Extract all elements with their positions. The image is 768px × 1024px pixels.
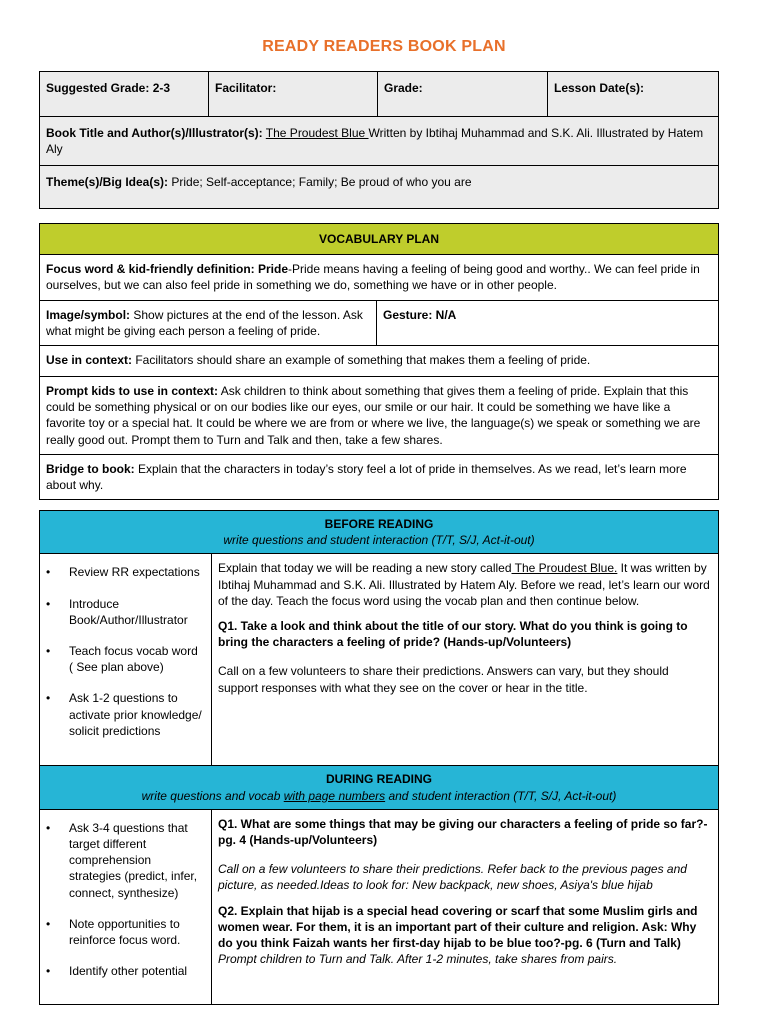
suggested-grade-cell: Suggested Grade: 2-3: [40, 72, 209, 117]
vocabulary-plan-table: [39, 223, 719, 500]
book-title: The Proudest Blue: [265, 126, 369, 140]
during-a1: Call on a few volunteers to share their predictions. Refer back to the previous pages and picture, as needed.Ideas to look for: New backpack, new shoes, Asiya's blue hijab: [218, 862, 687, 893]
facilitator-cell: Facilitator:: [209, 72, 378, 117]
before-intro-title: The Proudest Blue.: [511, 561, 618, 576]
during-a2: Prompt children to Turn and Talk. After 1-2 minutes, take shares from pairs.: [218, 952, 618, 967]
list-item: • Introduce Book/Author/Illustrator: [46, 596, 205, 628]
reading-plan-table: [39, 510, 719, 1005]
grade-cell: Grade:: [378, 72, 548, 117]
before-reading-steps: [40, 554, 212, 766]
bridge-text: Explain that the characters in today’s story feel a lot of pride in themselves. As we read, let’s learn more about why.: [46, 461, 687, 492]
before-reading-header: [40, 511, 719, 554]
during-reading-content: [212, 809, 719, 1005]
image-symbol-cell: [40, 300, 377, 345]
during-reading-steps: [40, 809, 212, 1005]
theme-cell: [40, 166, 719, 209]
book-title-cell: [40, 117, 719, 166]
book-label: Book Title and Author(s)/Illustrator(s):: [46, 126, 263, 140]
gesture-cell: Gesture: N/A: [377, 300, 719, 345]
during-sub-underlined: with page numbers: [283, 788, 386, 803]
during-q2: Q2. Explain that hijab is a special head covering or scarf that some Muslim girls and women wear. For them, it is an important part of their culture and religion. Ask: Why do you think Faizah wants her first-day hijab to be blue too?-pg. 6 (Turn and Talk): [218, 903, 698, 950]
theme-label: Theme(s)/Big Idea(s):: [46, 175, 169, 190]
context-label: Use in context:: [46, 352, 133, 367]
before-intro: [218, 560, 712, 609]
book-authors: Written by Ibtihaj Muhammad and S.K. Ali. Illustrated by Hatem Aly: [46, 126, 704, 157]
before-reading-heading: BEFORE READING: [324, 517, 434, 531]
header-table: [39, 71, 719, 209]
image-text: Show pictures at the end of the lesson. Ask what might be giving each person a feeling of pride.: [46, 307, 363, 338]
vocabulary-heading: VOCABULARY PLAN: [40, 224, 719, 255]
list-item: • Note opportunities to reinforce focus word.: [46, 916, 205, 948]
page-title: READY READERS BOOK PLAN: [262, 38, 506, 55]
focus-label: Focus word & kid-friendly definition: Pride: [46, 262, 289, 277]
before-reading-subheading: write questions and student interaction (T/T, S/J, Act-it-out): [223, 533, 535, 548]
before-intro-b: It was written by Ibtihaj Muhammad and S.K. Ali. Illustrated by Hatem Aly: [218, 561, 707, 592]
during-sub-b: and student interaction (T/T, S/J, Act-it-out): [385, 788, 617, 803]
before-intro-c: . Before we read, let’s learn our word of the day. Teach the focus word using the vocab plan and then continue below.: [218, 577, 710, 608]
prompt-label: Prompt kids to use in context:: [46, 383, 219, 398]
bridge-to-book-cell: [40, 454, 719, 499]
list-item: • Teach focus vocab word ( See plan above): [46, 643, 205, 675]
prompt-text: Ask children to think about something that gives them a feeling of pride. Explain that this could be something physical or on our bodies like our eyes, our smile or our hair. It could be something we have like a favorite toy or a special hat. It could be where we are from or where we live, the language(s) we speak or something we are really good out. Prompt them to Turn and Talk and then, take a few shares.: [46, 383, 701, 447]
bridge-label: Bridge to book:: [46, 461, 135, 476]
during-sub-a: write questions and vocab: [141, 788, 284, 803]
context-text: Facilitators should share an example of something that makes them a feeling of pride.: [132, 352, 591, 367]
list-item: • Review RR expectations: [46, 564, 205, 580]
before-reading-content: [212, 554, 719, 766]
before-answer: Call on a few volunteers to share their predictions. Answers can vary, but they should support responses with what they see on the cover or hear in the title.: [218, 664, 669, 695]
during-q1: Q1. What are some things that may be giving our characters a feeling of pride so far?-pg. 4 (Hands-up/Volunteers): [218, 816, 708, 847]
prompt-kids-cell: [40, 376, 719, 454]
list-item: • Ask 1-2 questions to activate prior knowledge/ solicit predictions: [46, 690, 205, 739]
theme-text: Pride; Self-acceptance; Family; Be proud of who you are: [168, 175, 472, 190]
use-in-context-cell: [40, 345, 719, 376]
list-item: • Ask 3-4 questions that target different comprehension strategies (predict, infer, connect, synthesize): [46, 820, 205, 901]
image-label: Image/symbol:: [46, 307, 131, 322]
before-q1: Q1. Take a look and think about the title of our story. What do you think is going to bring the characters a feeling of pride? (Hands-up/Volunteers): [218, 618, 688, 650]
list-item: • Identify other potential: [46, 963, 205, 979]
focus-word-cell: [40, 255, 719, 300]
before-intro-a: Explain that today we will be reading a new story called: [218, 561, 512, 576]
during-reading-subheading: [46, 788, 712, 804]
lesson-dates-cell: Lesson Date(s):: [548, 72, 719, 117]
during-reading-header: [40, 766, 719, 809]
during-reading-heading: DURING READING: [325, 772, 432, 787]
focus-text: -Pride means having a feeling of being good and worthy.. We can feel pride in ourselves, but we can also feel pride in something we do, something we have or in other people.: [46, 262, 700, 293]
